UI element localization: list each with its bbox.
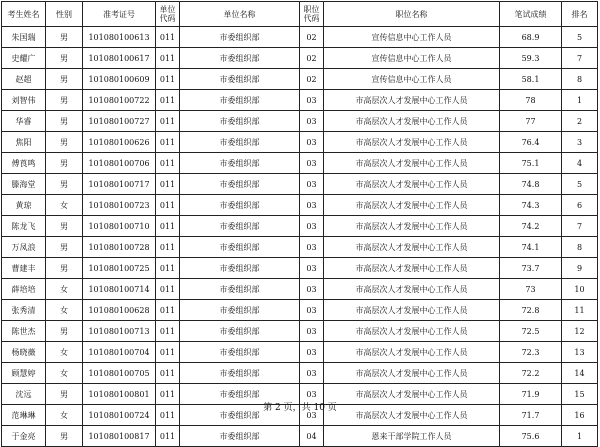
- cell-unit-code: 011: [156, 321, 180, 342]
- cell-position-code: 03: [300, 363, 324, 384]
- column-header-rank: 排名: [562, 2, 598, 27]
- cell-written-score: 75.1: [500, 153, 562, 174]
- cell-written-score: 72.5: [500, 321, 562, 342]
- cell-position-code: 03: [300, 279, 324, 300]
- cell-rank: 16: [562, 405, 598, 426]
- cell-rank: 6: [562, 195, 598, 216]
- cell-unit-name: 市委组织部: [180, 111, 300, 132]
- cell-unit-code: 011: [156, 90, 180, 111]
- cell-name: 焦阳: [2, 132, 46, 153]
- column-header-position-name: 职位名称: [324, 2, 500, 27]
- cell-position-code: 03: [300, 132, 324, 153]
- cell-position-code: 03: [300, 153, 324, 174]
- cell-ticket-number: 101080100617: [83, 48, 156, 69]
- cell-rank: 1: [562, 90, 598, 111]
- cell-position-name: 市高层次人才发展中心工作人员: [324, 300, 500, 321]
- cell-name: 傅莨鸣: [2, 153, 46, 174]
- table-row: [2, 363, 598, 384]
- cell-rank: 3: [562, 132, 598, 153]
- cell-unit-name: 市委组织部: [180, 300, 300, 321]
- cell-unit-name: 市委组织部: [180, 216, 300, 237]
- cell-ticket-number: 101080100613: [83, 27, 156, 48]
- cell-unit-code: 011: [156, 174, 180, 195]
- cell-written-score: 74.1: [500, 237, 562, 258]
- cell-unit-name: 市委组织部: [180, 132, 300, 153]
- cell-unit-code: 011: [156, 216, 180, 237]
- table-row: [2, 174, 598, 195]
- cell-ticket-number: 101080100714: [83, 279, 156, 300]
- cell-unit-name: 市委组织部: [180, 237, 300, 258]
- cell-unit-name: 市委组织部: [180, 342, 300, 363]
- cell-name: 杨晓薇: [2, 342, 46, 363]
- cell-unit-code: 011: [156, 153, 180, 174]
- cell-rank: 7: [562, 216, 598, 237]
- cell-rank: 7: [562, 48, 598, 69]
- column-header-name: 考生姓名: [2, 2, 46, 27]
- cell-unit-code: 011: [156, 384, 180, 405]
- cell-gender: 女: [46, 363, 83, 384]
- cell-name: 沈远: [2, 384, 46, 405]
- cell-position-name: 市高层次人才发展中心工作人员: [324, 321, 500, 342]
- cell-position-name: 市高层次人才发展中心工作人员: [324, 405, 500, 426]
- column-header-unit-code: 单位代码: [156, 2, 180, 27]
- cell-unit-name: 市委组织部: [180, 321, 300, 342]
- cell-gender: 女: [46, 342, 83, 363]
- cell-written-score: 72.8: [500, 300, 562, 321]
- table-row: [2, 27, 598, 48]
- results-table: [1, 1, 598, 447]
- cell-name: 曹建丰: [2, 258, 46, 279]
- cell-name: 于金亮: [2, 426, 46, 447]
- cell-position-code: 03: [300, 111, 324, 132]
- cell-unit-name: 市委组织部: [180, 363, 300, 384]
- cell-name: 朱国瑞: [2, 27, 46, 48]
- cell-ticket-number: 101080100609: [83, 69, 156, 90]
- cell-rank: 1: [562, 426, 598, 447]
- cell-gender: 男: [46, 48, 83, 69]
- cell-written-score: 71.7: [500, 405, 562, 426]
- cell-rank: 9: [562, 258, 598, 279]
- cell-ticket-number: 101080100801: [83, 384, 156, 405]
- cell-position-name: 宣传信息中心工作人员: [324, 69, 500, 90]
- cell-position-name: 市高层次人才发展中心工作人员: [324, 111, 500, 132]
- table-row: [2, 258, 598, 279]
- cell-ticket-number: 101080100723: [83, 195, 156, 216]
- cell-name: 薛培培: [2, 279, 46, 300]
- cell-gender: 男: [46, 237, 83, 258]
- cell-position-name: 恩来干部学院工作人员: [324, 426, 500, 447]
- cell-gender: 男: [46, 174, 83, 195]
- cell-unit-code: 011: [156, 69, 180, 90]
- cell-unit-code: 011: [156, 363, 180, 384]
- cell-gender: 女: [46, 300, 83, 321]
- cell-ticket-number: 101080100727: [83, 111, 156, 132]
- cell-position-code: 03: [300, 384, 324, 405]
- cell-position-code: 02: [300, 69, 324, 90]
- cell-unit-name: 市委组织部: [180, 174, 300, 195]
- table-row: [2, 300, 598, 321]
- cell-position-name: 市高层次人才发展中心工作人员: [324, 216, 500, 237]
- cell-name: 万凤浪: [2, 237, 46, 258]
- cell-written-score: 59.3: [500, 48, 562, 69]
- column-header-position-code: 职位代码: [300, 2, 324, 27]
- cell-unit-code: 011: [156, 237, 180, 258]
- cell-position-name: 宣传信息中心工作人员: [324, 48, 500, 69]
- cell-unit-name: 市委组织部: [180, 69, 300, 90]
- cell-ticket-number: 101080100626: [83, 132, 156, 153]
- cell-rank: 4: [562, 153, 598, 174]
- cell-unit-name: 市委组织部: [180, 405, 300, 426]
- cell-unit-code: 011: [156, 48, 180, 69]
- cell-rank: 8: [562, 69, 598, 90]
- table-row: [2, 48, 598, 69]
- cell-ticket-number: 101080100722: [83, 90, 156, 111]
- column-header-written-score: 笔试成绩: [500, 2, 562, 27]
- cell-gender: 男: [46, 153, 83, 174]
- cell-ticket-number: 101080100704: [83, 342, 156, 363]
- cell-written-score: 72.2: [500, 363, 562, 384]
- cell-written-score: 71.9: [500, 384, 562, 405]
- cell-unit-name: 市委组织部: [180, 426, 300, 447]
- cell-rank: 8: [562, 237, 598, 258]
- cell-position-code: 02: [300, 27, 324, 48]
- cell-unit-code: 011: [156, 342, 180, 363]
- cell-written-score: 73: [500, 279, 562, 300]
- cell-name: 陈龙飞: [2, 216, 46, 237]
- cell-position-name: 市高层次人才发展中心工作人员: [324, 195, 500, 216]
- cell-unit-name: 市委组织部: [180, 279, 300, 300]
- cell-ticket-number: 101080100628: [83, 300, 156, 321]
- cell-position-code: 03: [300, 405, 324, 426]
- cell-gender: 男: [46, 426, 83, 447]
- column-header-unit-name: 单位名称: [180, 2, 300, 27]
- column-header-gender: 性别: [46, 2, 83, 27]
- cell-rank: 13: [562, 342, 598, 363]
- cell-unit-code: 011: [156, 300, 180, 321]
- cell-rank: 12: [562, 321, 598, 342]
- table-row: [2, 342, 598, 363]
- cell-ticket-number: 101080100706: [83, 153, 156, 174]
- cell-ticket-number: 101080100728: [83, 237, 156, 258]
- cell-position-code: 03: [300, 258, 324, 279]
- cell-unit-name: 市委组织部: [180, 258, 300, 279]
- cell-position-code: 03: [300, 174, 324, 195]
- cell-position-code: 03: [300, 195, 324, 216]
- cell-position-code: 03: [300, 342, 324, 363]
- cell-written-score: 74.2: [500, 216, 562, 237]
- cell-ticket-number: 101080100817: [83, 426, 156, 447]
- cell-rank: 11: [562, 300, 598, 321]
- cell-unit-code: 011: [156, 426, 180, 447]
- cell-unit-code: 011: [156, 27, 180, 48]
- cell-unit-name: 市委组织部: [180, 384, 300, 405]
- page-footer: 第 2 页，共 10 页: [263, 403, 337, 413]
- cell-ticket-number: 101080100724: [83, 405, 156, 426]
- cell-position-name: 市高层次人才发展中心工作人员: [324, 90, 500, 111]
- cell-position-code: 03: [300, 90, 324, 111]
- cell-gender: 男: [46, 321, 83, 342]
- cell-rank: 5: [562, 27, 598, 48]
- cell-unit-name: 市委组织部: [180, 195, 300, 216]
- cell-ticket-number: 101080100705: [83, 363, 156, 384]
- cell-written-score: 74.3: [500, 195, 562, 216]
- cell-position-code: 03: [300, 216, 324, 237]
- cell-unit-name: 市委组织部: [180, 48, 300, 69]
- cell-rank: 10: [562, 279, 598, 300]
- cell-written-score: 68.9: [500, 27, 562, 48]
- cell-unit-code: 011: [156, 258, 180, 279]
- cell-name: 范琳琳: [2, 405, 46, 426]
- cell-position-name: 市高层次人才发展中心工作人员: [324, 237, 500, 258]
- cell-unit-code: 011: [156, 132, 180, 153]
- table-row: [2, 216, 598, 237]
- cell-name: 陈世杰: [2, 321, 46, 342]
- cell-ticket-number: 101080100717: [83, 174, 156, 195]
- table-row: [2, 195, 598, 216]
- cell-position-name: 宣传信息中心工作人员: [324, 27, 500, 48]
- cell-name: 滕海堂: [2, 174, 46, 195]
- cell-rank: 15: [562, 384, 598, 405]
- cell-unit-code: 011: [156, 195, 180, 216]
- table-row: [2, 153, 598, 174]
- table-row: [2, 69, 598, 90]
- cell-written-score: 77: [500, 111, 562, 132]
- cell-position-name: 市高层次人才发展中心工作人员: [324, 363, 500, 384]
- cell-written-score: 76.4: [500, 132, 562, 153]
- cell-gender: 男: [46, 216, 83, 237]
- cell-position-name: 市高层次人才发展中心工作人员: [324, 258, 500, 279]
- cell-gender: 男: [46, 111, 83, 132]
- cell-unit-name: 市委组织部: [180, 90, 300, 111]
- cell-written-score: 73.7: [500, 258, 562, 279]
- cell-ticket-number: 101080100713: [83, 321, 156, 342]
- table-row: [2, 90, 598, 111]
- cell-gender: 女: [46, 279, 83, 300]
- cell-gender: 女: [46, 195, 83, 216]
- cell-ticket-number: 101080100710: [83, 216, 156, 237]
- table-row: [2, 426, 598, 447]
- cell-unit-name: 市委组织部: [180, 27, 300, 48]
- cell-gender: 女: [46, 405, 83, 426]
- table-row: [2, 132, 598, 153]
- cell-position-name: 市高层次人才发展中心工作人员: [324, 384, 500, 405]
- cell-name: 黄琼: [2, 195, 46, 216]
- cell-unit-code: 011: [156, 111, 180, 132]
- cell-position-name: 市高层次人才发展中心工作人员: [324, 342, 500, 363]
- cell-position-name: 市高层次人才发展中心工作人员: [324, 132, 500, 153]
- cell-position-name: 市高层次人才发展中心工作人员: [324, 279, 500, 300]
- header-row: [2, 2, 598, 27]
- cell-written-score: 78: [500, 90, 562, 111]
- cell-name: 华睿: [2, 111, 46, 132]
- table-row: [2, 237, 598, 258]
- cell-position-code: 03: [300, 321, 324, 342]
- cell-gender: 男: [46, 69, 83, 90]
- table-row: [2, 111, 598, 132]
- cell-name: 赵超: [2, 69, 46, 90]
- cell-name: 张秀清: [2, 300, 46, 321]
- cell-position-name: 市高层次人才发展中心工作人员: [324, 153, 500, 174]
- cell-name: 刘智伟: [2, 90, 46, 111]
- table-row: [2, 321, 598, 342]
- cell-gender: 男: [46, 132, 83, 153]
- cell-unit-code: 011: [156, 405, 180, 426]
- cell-position-code: 04: [300, 426, 324, 447]
- cell-written-score: 74.8: [500, 174, 562, 195]
- cell-ticket-number: 101080100725: [83, 258, 156, 279]
- cell-unit-code: 011: [156, 279, 180, 300]
- cell-gender: 男: [46, 384, 83, 405]
- cell-rank: 5: [562, 174, 598, 195]
- cell-gender: 男: [46, 90, 83, 111]
- cell-gender: 男: [46, 27, 83, 48]
- cell-name: 史耀广: [2, 48, 46, 69]
- cell-position-code: 02: [300, 48, 324, 69]
- cell-name: 顾慧婷: [2, 363, 46, 384]
- cell-gender: 男: [46, 258, 83, 279]
- cell-written-score: 75.6: [500, 426, 562, 447]
- cell-position-code: 03: [300, 237, 324, 258]
- cell-position-code: 03: [300, 300, 324, 321]
- table-row: [2, 279, 598, 300]
- column-header-ticket-number: 准考证号: [83, 2, 156, 27]
- cell-rank: 14: [562, 363, 598, 384]
- cell-unit-name: 市委组织部: [180, 153, 300, 174]
- cell-written-score: 72.3: [500, 342, 562, 363]
- cell-position-name: 市高层次人才发展中心工作人员: [324, 174, 500, 195]
- cell-rank: 2: [562, 111, 598, 132]
- cell-written-score: 58.1: [500, 69, 562, 90]
